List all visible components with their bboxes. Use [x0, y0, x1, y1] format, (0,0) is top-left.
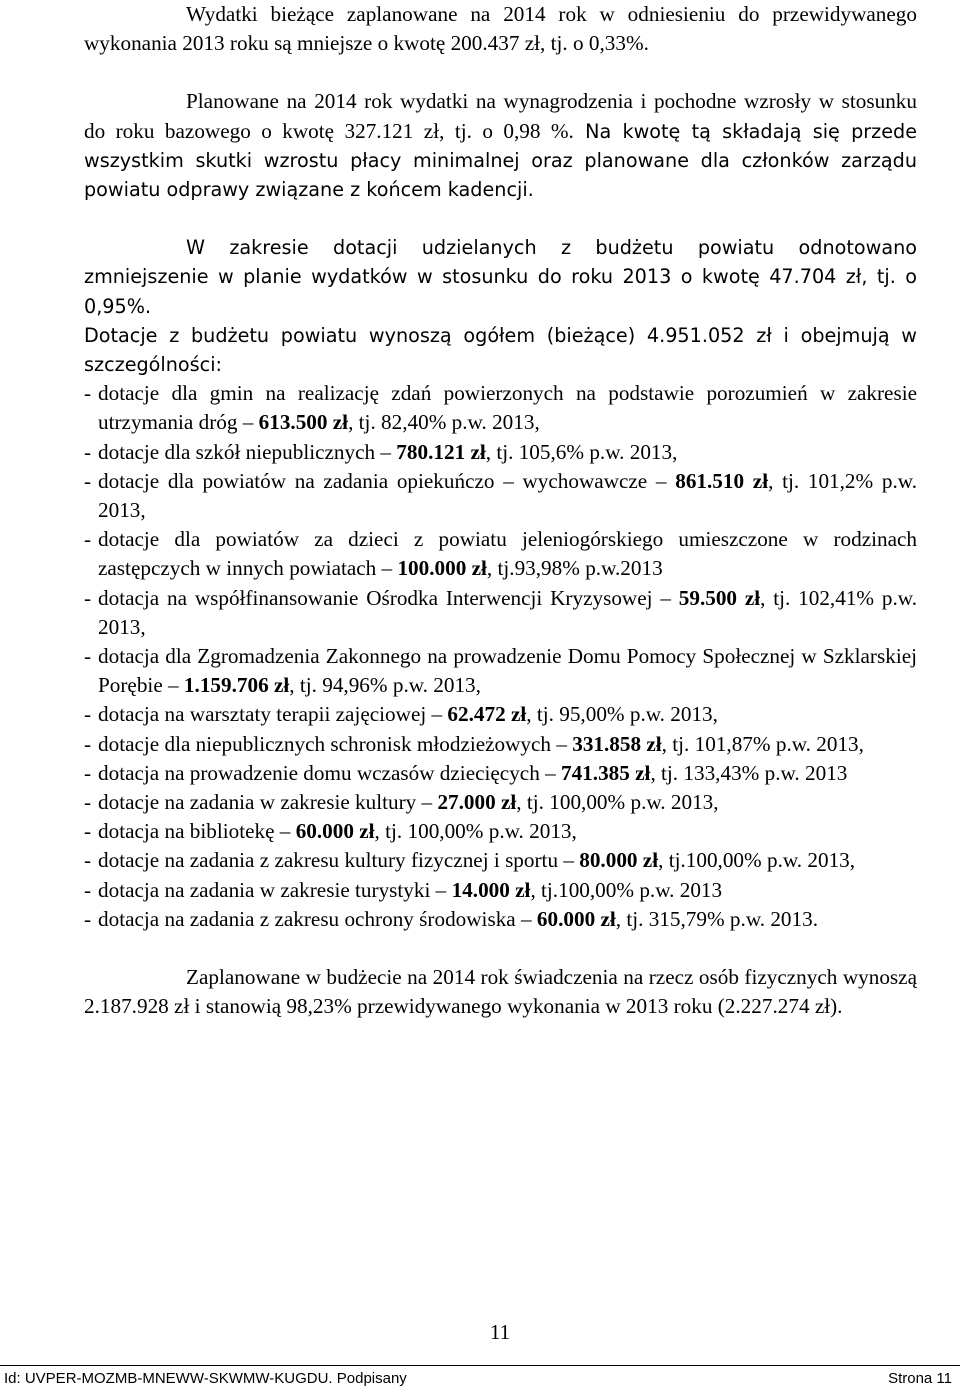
- footer-document-id: Id: UVPER-MOZMB-MNEWW-SKWMW-KUGDU. Podpisany: [4, 1370, 407, 1387]
- paragraph-salaries: [84, 87, 917, 204]
- subsidy-description: dotacja na bibliotekę –: [98, 819, 296, 844]
- subsidy-list-item: [84, 467, 917, 525]
- subsidy-description: dotacje dla powiatów na zadania opiekuńczo – wychowawcze –: [98, 468, 676, 493]
- subsidy-amount: 60.000 zł: [295, 819, 375, 844]
- footer: [4, 1370, 952, 1387]
- footer-page-label: Strona 11: [888, 1370, 952, 1387]
- subsidy-list-item: [84, 846, 917, 875]
- subsidy-percentage: , tj. 95,00% p.w. 2013,: [526, 702, 718, 727]
- subsidy-percentage: , tj.100,00% p.w. 2013,: [658, 848, 856, 873]
- subsidy-percentage: , tj. 105,6% p.w. 2013,: [485, 439, 678, 464]
- subsidy-description: dotacje dla szkół niepublicznych –: [98, 439, 397, 464]
- subsidy-description: dotacje dla powiatów za dzieci z powiatu jeleniogórskiego umieszczone w rodzinach zastępczych w innych powiatach –: [98, 527, 917, 581]
- subsidy-description: dotacja na zadania w zakresie turystyki –: [98, 877, 452, 902]
- subsidy-description: dotacja na zadania z zakresu ochrony środowiska –: [98, 906, 537, 931]
- subsidy-percentage: , tj. 100,00% p.w. 2013,: [516, 790, 719, 815]
- paragraph-benefits: Zaplanowane w budżecie na 2014 rok świadczenia na rzecz osób fizycznych wynoszą 2.187.928 zł i stanowią 98,23% przewidywanego wykonania w 2013 roku (2.227.274 zł).: [84, 965, 917, 1019]
- subsidy-list-item: [84, 379, 917, 437]
- subsidy-list-item: [84, 584, 917, 642]
- subsidy-description: dotacja dla Zgromadzenia Zakonnego na prowadzenie Domu Pomocy Społecznej w Szklarskiej Porębie –: [98, 644, 917, 698]
- subsidy-amount: 861.510 zł: [675, 468, 769, 493]
- subsidy-amount: 59.500 zł: [678, 585, 761, 610]
- subsidy-percentage: , tj. 100,00% p.w. 2013,: [374, 819, 577, 844]
- subsidy-amount: 1.159.706 zł: [183, 673, 290, 698]
- subsidy-amount: 331.858 zł: [572, 731, 662, 756]
- subsidy-list-item: [84, 525, 917, 583]
- subsidy-percentage: , tj. 133,43% p.w. 2013: [650, 760, 848, 785]
- subsidy-amount: 741.385 zł: [560, 760, 651, 785]
- subsidy-list-item: [84, 788, 917, 817]
- footer-divider: [0, 1365, 960, 1366]
- subsidy-percentage: , tj. 102,41% p.w. 2013,: [98, 585, 918, 639]
- paragraph-current-expenses: Wydatki bieżące zaplanowane na 2014 rok w odniesieniu do przewidywanego wykonania 2013 roku są mniejsze o kwotę 200.437 zł, tj. o 0,33%.: [84, 2, 917, 56]
- subsidy-list-item: [84, 817, 917, 846]
- paragraph-subsidies-total: Dotacje z budżetu powiatu wynoszą ogółem (bieżące) 4.951.052 zł i obejmują w szczególności:: [84, 323, 917, 377]
- subsidy-list-item: [84, 700, 917, 729]
- paragraph-subsidies-change: W zakresie dotacji udzielanych z budżetu powiatu odnotowano zmniejszenie w planie wydatków w stosunku do roku 2013 o kwotę 47.704 zł, tj. o 0,95%.: [84, 236, 917, 318]
- subsidy-list-item: [84, 905, 917, 934]
- subsidy-description: dotacje dla niepublicznych schronisk młodzieżowych –: [98, 731, 573, 756]
- subsidy-percentage: , tj. 101,87% p.w. 2013,: [661, 731, 864, 756]
- subsidy-list-item: [84, 438, 917, 467]
- subsidy-amount: 60.000 zł: [536, 906, 616, 931]
- subsidy-amount: 62.472 zł: [447, 702, 527, 727]
- subsidy-percentage: , tj. 101,2% p.w. 2013,: [98, 468, 917, 523]
- subsidy-amount: 27.000 zł: [437, 790, 517, 815]
- subsidy-description: dotacje na zadania z zakresu kultury fizycznej i sportu –: [98, 848, 580, 873]
- document-body: [84, 0, 917, 1022]
- subsidy-list-item: [84, 642, 917, 700]
- subsidy-percentage: , tj. 82,40% p.w. 2013,: [348, 410, 540, 435]
- subsidy-description: dotacja na współfinansowanie Ośrodka Interwencji Kryzysowej –: [98, 585, 679, 610]
- subsidy-description: dotacja na warsztaty terapii zajęciowej –: [98, 702, 448, 727]
- subsidy-percentage: , tj. 315,79% p.w. 2013.: [615, 906, 819, 931]
- subsidy-description: dotacja na prowadzenie domu wczasów dziecięcych –: [98, 760, 561, 785]
- subsidy-percentage: , tj.100,00% p.w. 2013: [530, 877, 723, 902]
- subsidy-amount: 14.000 zł: [451, 877, 531, 902]
- subsidy-percentage: , tj.93,98% p.w.2013: [486, 556, 663, 581]
- salaries-text: Planowane na 2014 rok wydatki na wynagrodzenia i pochodne wzrosły w stosunku do roku bazowego o kwotę 327.121 zł, tj. o 0,98 %.: [84, 89, 917, 143]
- subsidies-list: [84, 379, 917, 934]
- subsidy-list-item: [84, 759, 917, 788]
- subsidy-list-item: [84, 730, 917, 759]
- page-number: 11: [489, 1320, 511, 1344]
- salaries-note: Na kwotę tą składają się przede wszystkim skutki wzrostu płacy minimalnej oraz planowane dla członków zarządu powiatu odprawy związane z końcem kadencji.: [84, 119, 918, 202]
- subsidies-section: [84, 233, 917, 379]
- subsidy-percentage: , tj. 94,96% p.w. 2013,: [289, 673, 481, 698]
- subsidy-list-item: [84, 876, 917, 905]
- subsidy-amount: 780.121 zł: [396, 439, 486, 464]
- subsidy-amount: 613.500 zł: [258, 410, 349, 435]
- subsidy-description: dotacje dla gmin na realizację zdań powierzonych na podstawie porozumień w zakresie utrzymania dróg –: [98, 381, 917, 435]
- subsidy-amount: 100.000 zł: [397, 556, 487, 581]
- subsidy-description: dotacje na zadania w zakresie kultury –: [98, 790, 438, 815]
- subsidy-amount: 80.000 zł: [579, 848, 659, 873]
